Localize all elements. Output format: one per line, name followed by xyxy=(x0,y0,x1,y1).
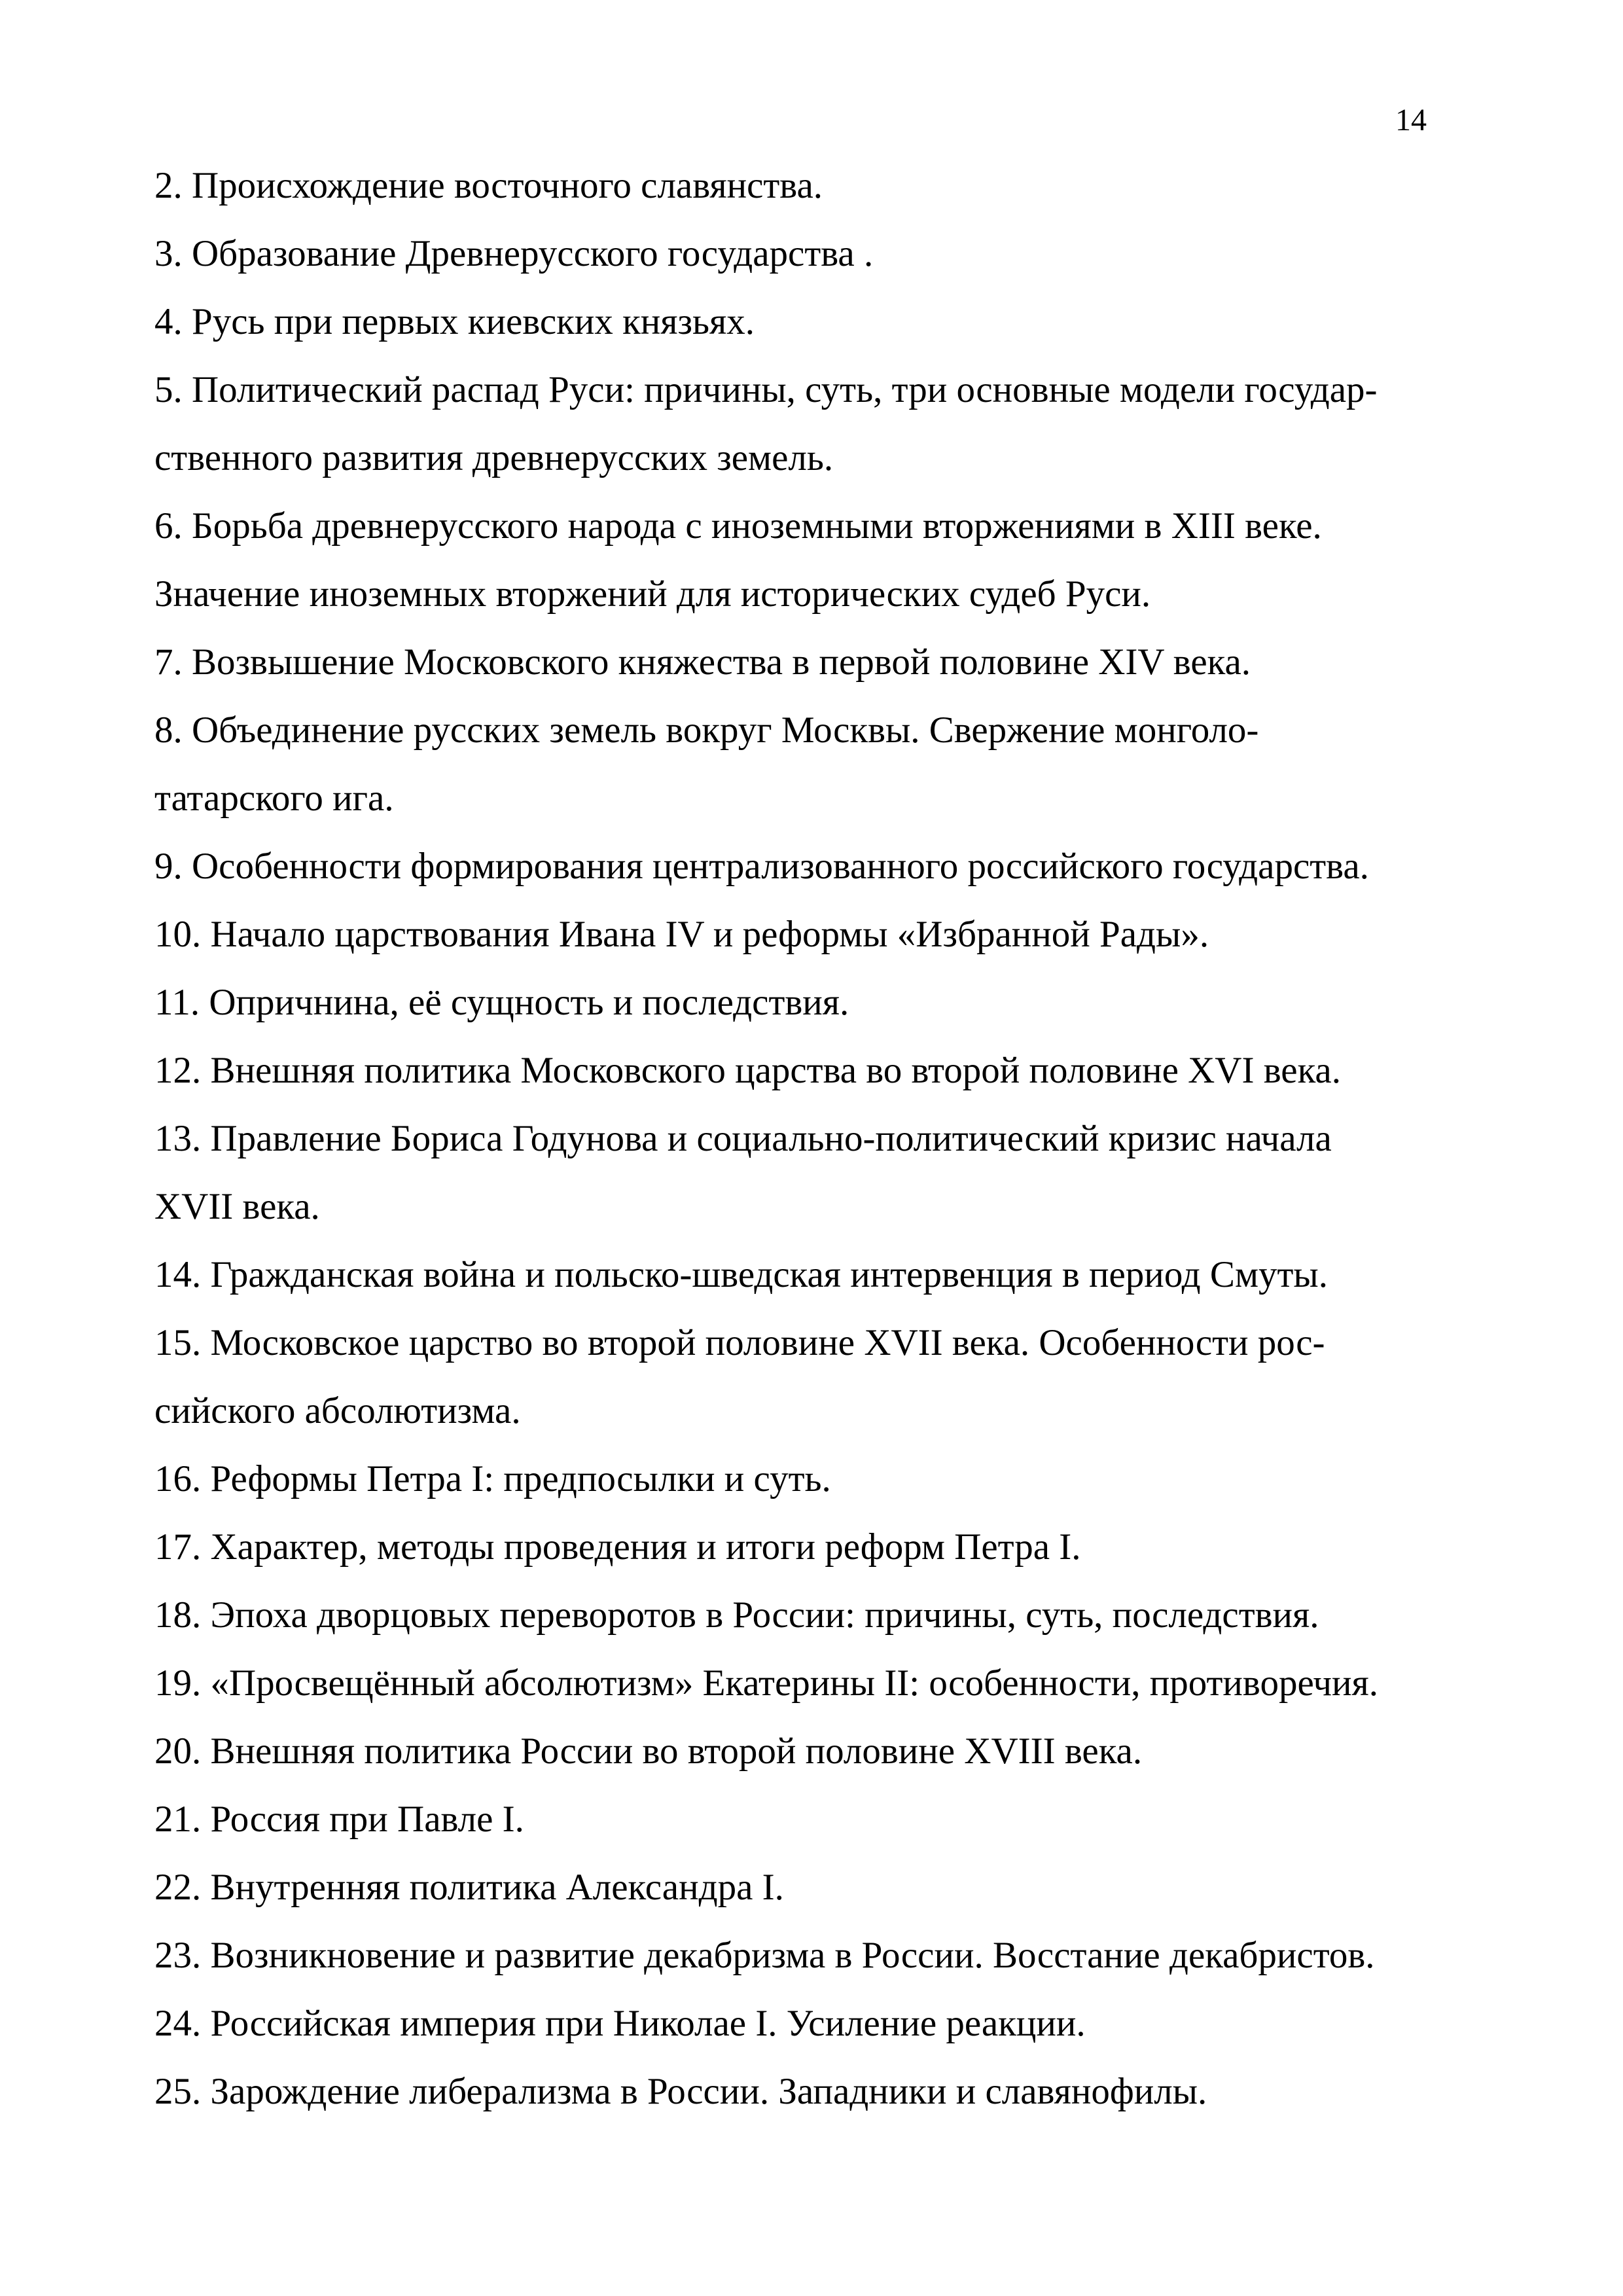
list-line: сийского абсолютизма. xyxy=(154,1390,521,1431)
list-line: 13. Правление Бориса Годунова и социально-политический кризис начала xyxy=(154,1118,1332,1159)
list-line: 15. Московское царство во второй половине XVII века. Особенности рос- xyxy=(154,1322,1325,1363)
list-line: 25. Зарождение либерализма в России. Западники и славянофилы. xyxy=(154,2071,1207,2112)
list-line: 10. Начало царствования Ивана IV и реформы «Избранной Рады». xyxy=(154,914,1209,955)
list-line: 5. Политический распад Руси: причины, суть, три основные модели государ- xyxy=(154,369,1378,410)
list-line: 12. Внешняя политика Московского царства во второй половине XVI века. xyxy=(154,1050,1341,1091)
question-list xyxy=(154,152,1437,2126)
list-line: 14. Гражданская война и польско-шведская интервенция в период Смуты. xyxy=(154,1254,1328,1295)
page-number: 14 xyxy=(1395,103,1427,137)
list-line: 11. Опричнина, её сущность и последствия. xyxy=(154,982,849,1023)
list-line: 18. Эпоха дворцовых переворотов в России: причины, суть, последствия. xyxy=(154,1594,1319,1636)
list-line: Значение иноземных вторжений для исторических судеб Руси. xyxy=(154,573,1151,615)
list-line: 4. Русь при первых киевских князьях. xyxy=(154,301,755,342)
list-line: ственного развития древнерусских земель. xyxy=(154,437,834,478)
list-line: XVII века. xyxy=(154,1186,320,1227)
list-line: 22. Внутренняя политика Александра I. xyxy=(154,1867,784,1908)
list-line: 19. «Просвещённый абсолютизм» Екатерины II: особенности, противоречия. xyxy=(154,1662,1378,1704)
list-line: 21. Россия при Павле I. xyxy=(154,1799,524,1840)
list-line: 6. Борьба древнерусского народа с иноземными вторжениями в XIII веке. xyxy=(154,505,1322,547)
list-line: 16. Реформы Петра I: предпосылки и суть. xyxy=(154,1458,831,1499)
list-line: 8. Объединение русских земель вокруг Москвы. Свержение монголо- xyxy=(154,709,1259,751)
list-line: 2. Происхождение восточного славянства. xyxy=(154,165,823,206)
list-line: татарского ига. xyxy=(154,778,394,819)
list-line: 9. Особенности формирования централизованного российского государства. xyxy=(154,846,1369,887)
list-line: 7. Возвышение Московского княжества в первой половине XIV века. xyxy=(154,641,1251,683)
list-line: 3. Образование Древнерусского государства . xyxy=(154,233,874,274)
list-line: 20. Внешняя политика России во второй половине XVIII века. xyxy=(154,1731,1143,1772)
list-line: 24. Российская империя при Николае I. Усиление реакции. xyxy=(154,2003,1086,2044)
list-line: 23. Возникновение и развитие декабризма в России. Восстание декабристов. xyxy=(154,1935,1375,1976)
list-line: 17. Характер, методы проведения и итоги реформ Петра I. xyxy=(154,1526,1081,1568)
